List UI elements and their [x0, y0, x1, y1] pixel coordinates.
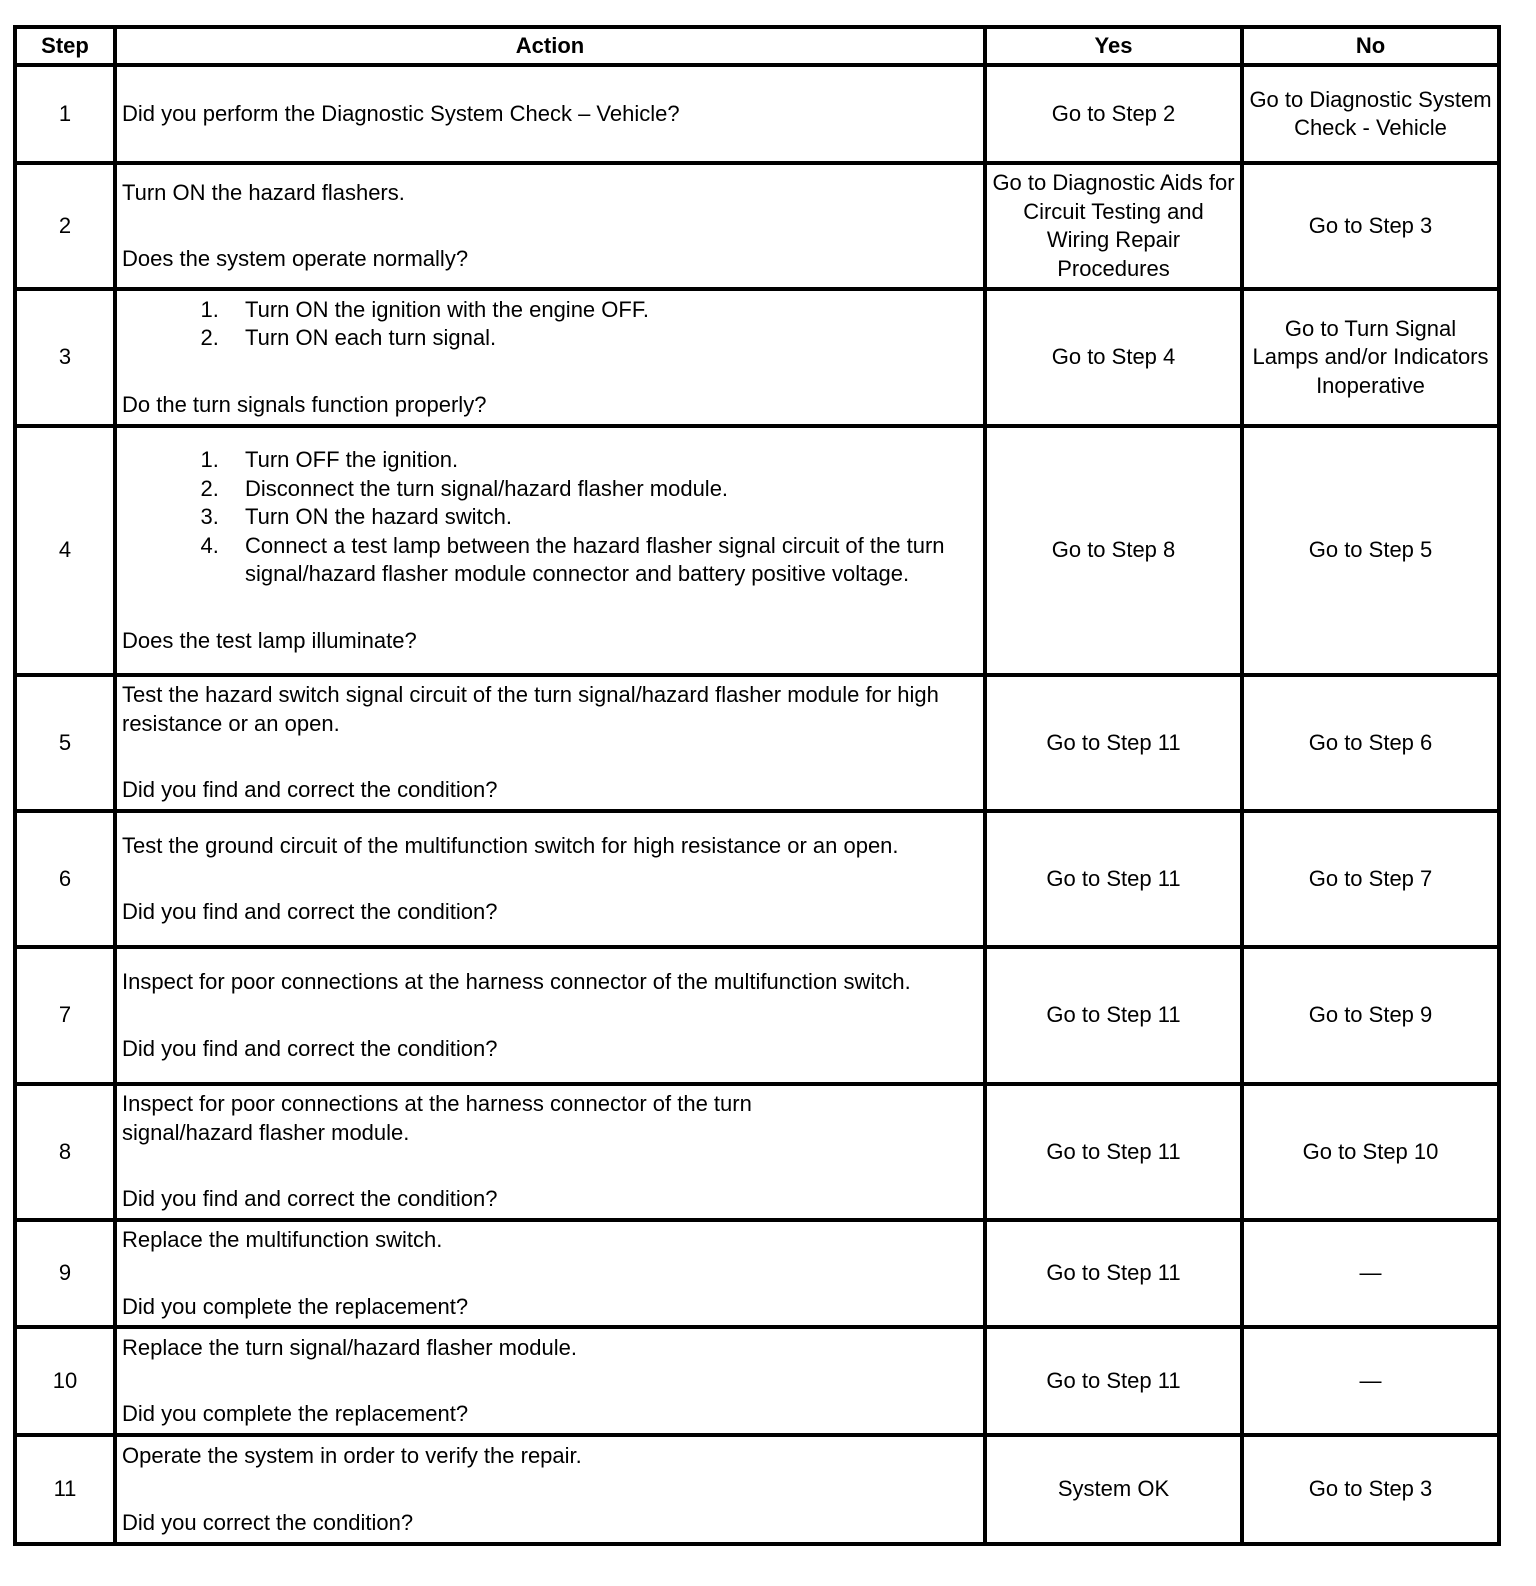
action-question: Did you find and correct the condition? — [122, 777, 498, 803]
yes-cell: Go to Step 11 — [985, 947, 1242, 1084]
action-text: Inspect for poor connections at the harness connector of the turn signal/hazard flasher module. — [122, 1091, 752, 1145]
no-cell: Go to Step 10 — [1242, 1084, 1499, 1220]
action-cell — [115, 1327, 985, 1435]
action-step-item: 4. Connect a test lamp between the hazard flasher signal circuit of the turn signal/hazard flasher module connector and battery positive voltage. — [225, 532, 978, 589]
table-row — [15, 426, 1499, 675]
action-steps-list — [122, 446, 978, 589]
no-cell: — — [1242, 1327, 1499, 1435]
action-text: Did you perform the Diagnostic System Check – Vehicle? — [122, 100, 680, 126]
step-number: 10 — [15, 1327, 115, 1435]
diagnostic-table — [13, 25, 1501, 1546]
no-cell: Go to Step 3 — [1242, 163, 1499, 289]
action-cell — [115, 426, 985, 675]
table-row — [15, 947, 1499, 1084]
action-cell — [115, 675, 985, 811]
yes-cell: System OK — [985, 1435, 1242, 1544]
header-action: Action — [115, 27, 985, 65]
step-number: 3 — [15, 289, 115, 426]
step-number: 5 — [15, 675, 115, 811]
step-number: 7 — [15, 947, 115, 1084]
no-cell: Go to Turn Signal Lamps and/or Indicators Inoperative — [1242, 289, 1499, 426]
step-number: 6 — [15, 811, 115, 947]
step-number: 1 — [15, 65, 115, 163]
table-row — [15, 811, 1499, 947]
table-row — [15, 65, 1499, 163]
action-question: Does the test lamp illuminate? — [122, 627, 417, 653]
table-row — [15, 675, 1499, 811]
action-cell — [115, 1220, 985, 1327]
action-step-item: 1. Turn ON the ignition with the engine OFF. — [225, 296, 978, 325]
action-text: Inspect for poor connections at the harness connector of the multifunction switch. — [122, 969, 911, 994]
yes-cell: Go to Step 4 — [985, 289, 1242, 426]
action-question: Did you find and correct the condition? — [122, 1186, 498, 1212]
header-no: No — [1242, 27, 1499, 65]
action-steps-list — [122, 296, 978, 353]
action-cell — [115, 65, 985, 163]
header-row — [15, 27, 1499, 65]
table-row — [15, 1435, 1499, 1544]
step-number: 11 — [15, 1435, 115, 1544]
action-question: Did you complete the replacement? — [122, 1293, 469, 1319]
action-cell — [115, 289, 985, 426]
table-row — [15, 1327, 1499, 1435]
action-text: Operate the system in order to verify the repair. — [122, 1443, 582, 1468]
yes-cell: Go to Step 11 — [985, 811, 1242, 947]
action-text: Replace the multifunction switch. — [122, 1227, 443, 1252]
no-cell: Go to Step 6 — [1242, 675, 1499, 811]
action-question: Do the turn signals function properly? — [122, 391, 487, 417]
action-question: Did you complete the replacement? — [122, 1401, 469, 1426]
header-step: Step — [15, 27, 115, 65]
step-number: 4 — [15, 426, 115, 675]
yes-cell: Go to Step 11 — [985, 1220, 1242, 1327]
action-cell — [115, 1084, 985, 1220]
table-row — [15, 1084, 1499, 1220]
action-question: Did you find and correct the condition? — [122, 1035, 498, 1061]
action-text: Test the hazard switch signal circuit of the turn signal/hazard flasher module for high resistance or an open. — [122, 682, 939, 736]
no-cell: — — [1242, 1220, 1499, 1327]
action-question: Did you find and correct the condition? — [122, 899, 498, 924]
action-cell — [115, 163, 985, 289]
action-step-item: 3. Turn ON the hazard switch. — [225, 503, 978, 532]
table-row — [15, 1220, 1499, 1327]
table-row — [15, 289, 1499, 426]
action-cell — [115, 1435, 985, 1544]
yes-cell: Go to Step 8 — [985, 426, 1242, 675]
step-number: 8 — [15, 1084, 115, 1220]
yes-cell: Go to Step 11 — [985, 675, 1242, 811]
action-text: Replace the turn signal/hazard flasher module. — [122, 1334, 577, 1360]
yes-cell: Go to Step 11 — [985, 1327, 1242, 1435]
yes-cell: Go to Diagnostic Aids for Circuit Testing and Wiring Repair Procedures — [985, 163, 1242, 289]
yes-cell: Go to Step 11 — [985, 1084, 1242, 1220]
header-yes: Yes — [985, 27, 1242, 65]
action-step-item: 1. Turn OFF the ignition. — [225, 446, 978, 475]
action-step-item: 2. Turn ON each turn signal. — [225, 324, 978, 353]
action-question: Does the system operate normally? — [122, 246, 469, 271]
action-cell — [115, 811, 985, 947]
step-number: 9 — [15, 1220, 115, 1327]
no-cell: Go to Step 7 — [1242, 811, 1499, 947]
no-cell: Go to Step 9 — [1242, 947, 1499, 1084]
action-text: Turn ON the hazard flashers. — [122, 179, 405, 205]
no-cell: Go to Diagnostic System Check - Vehicle — [1242, 65, 1499, 163]
action-text: Test the ground circuit of the multifunction switch for high resistance or an open. — [122, 832, 899, 858]
table-row — [15, 163, 1499, 289]
action-cell — [115, 947, 985, 1084]
action-question: Did you correct the condition? — [122, 1509, 414, 1535]
no-cell: Go to Step 5 — [1242, 426, 1499, 675]
step-number: 2 — [15, 163, 115, 289]
no-cell: Go to Step 3 — [1242, 1435, 1499, 1544]
action-step-item: 2. Disconnect the turn signal/hazard flasher module. — [225, 475, 978, 504]
yes-cell: Go to Step 2 — [985, 65, 1242, 163]
